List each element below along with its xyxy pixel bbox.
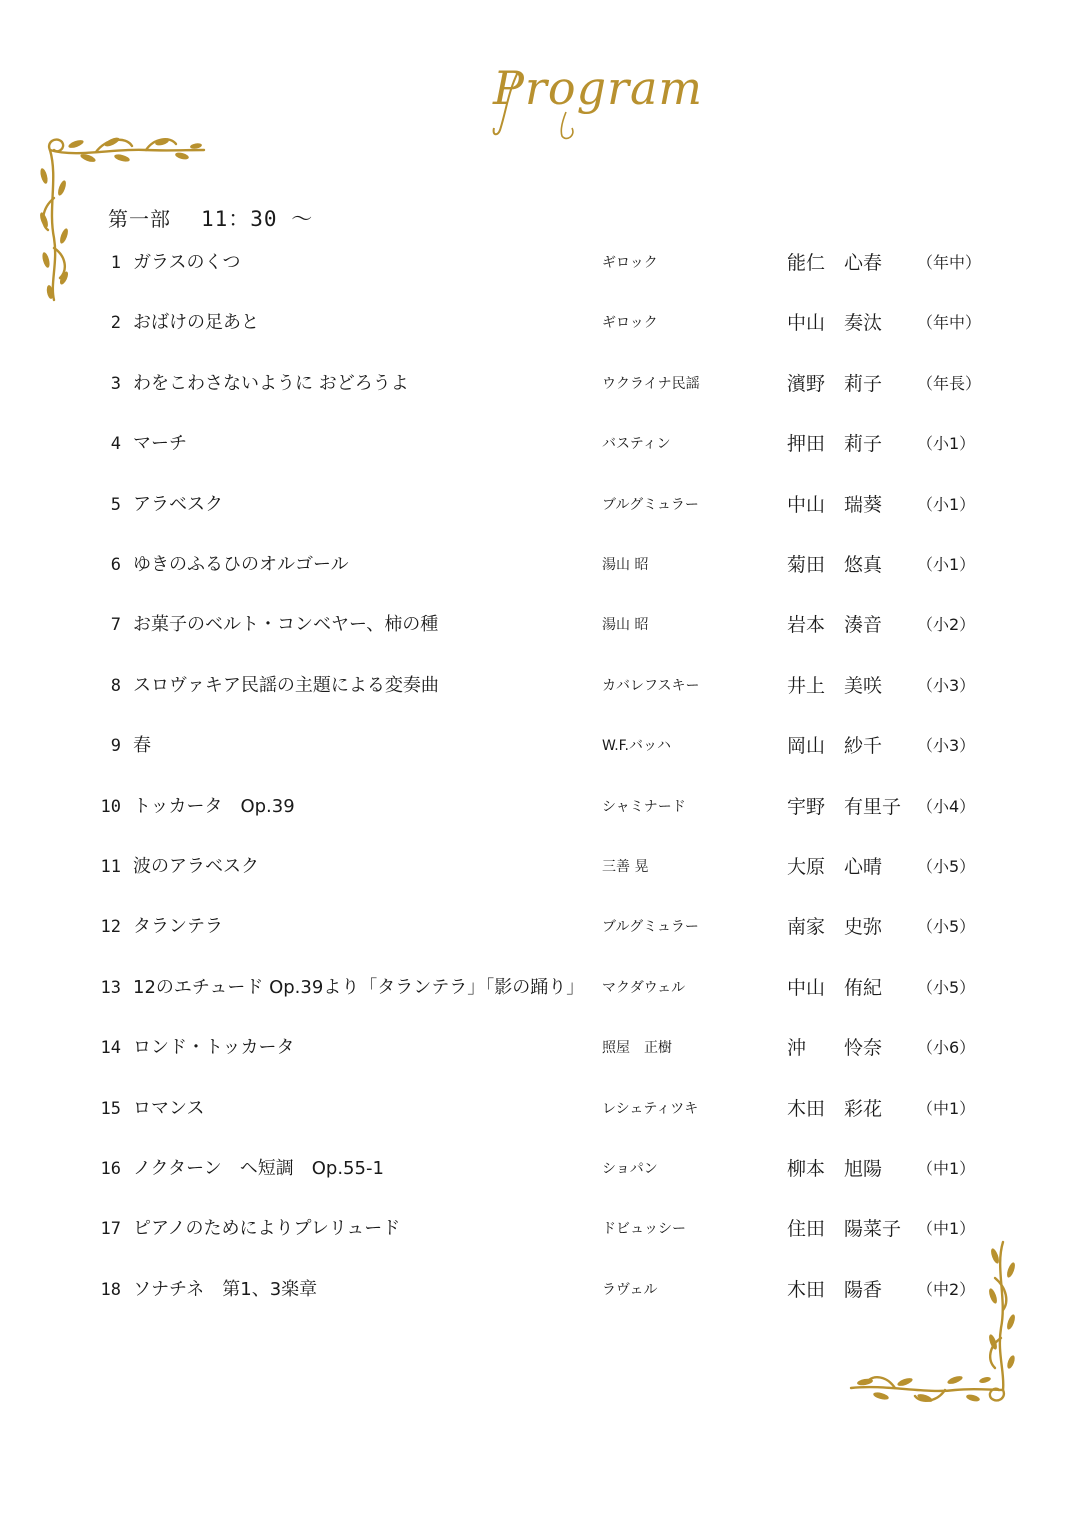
- program-number: 17: [100, 1219, 121, 1240]
- performer-name: 井上 美咲: [787, 674, 883, 697]
- performer-name: 岡山 紗千: [787, 735, 883, 758]
- composer-name: カバレフスキー: [602, 677, 700, 694]
- grade-label: （年長）: [917, 373, 982, 393]
- program-title-text: Program: [492, 61, 704, 115]
- program-row: [0, 490, 1075, 520]
- performer-name: 大原 心晴: [787, 856, 883, 878]
- program-number: 16: [100, 1159, 121, 1179]
- composer-name: バスティン: [602, 436, 671, 453]
- grade-label: （小5）: [917, 917, 976, 937]
- program-row: [0, 973, 1075, 1003]
- program-number: 18: [100, 1279, 121, 1300]
- piece-title: マーチ: [133, 433, 187, 455]
- grade-label: （中1）: [917, 1219, 976, 1239]
- performer-name: 南家 史弥: [787, 916, 883, 939]
- program-row: [0, 792, 1075, 822]
- piece-title: わをこわさないように おどろうよ: [133, 372, 409, 394]
- program-number: 10: [100, 796, 121, 817]
- program-row: [0, 308, 1075, 338]
- grade-label: （小1）: [917, 434, 976, 454]
- grade-label: （小1）: [917, 494, 976, 514]
- piece-title: ガラスのくつ: [133, 252, 241, 273]
- grade-label: （小1）: [917, 555, 976, 574]
- grade-label: （小4）: [917, 796, 976, 816]
- grade-label: （中1）: [917, 1159, 976, 1178]
- grade-label: （年中）: [917, 253, 982, 272]
- performer-name: 中山 瑞葵: [787, 493, 883, 516]
- program-number: 14: [100, 1038, 121, 1059]
- composer-name: ギロック: [602, 255, 658, 271]
- grade-label: （年中）: [917, 313, 982, 333]
- program-row: [0, 610, 1075, 640]
- piece-title: ピアノのためによりプレリュード: [133, 1218, 401, 1240]
- section-header: [108, 203, 313, 233]
- composer-name: 照屋 正樹: [602, 1040, 672, 1057]
- performer-name: 宇野 有里子: [787, 795, 902, 818]
- performer-name: 木田 陽香: [787, 1278, 883, 1301]
- composer-name: ショパン: [602, 1161, 658, 1177]
- piece-title: ゆきのふるひのオルゴール: [133, 554, 349, 575]
- program-number: 7: [110, 615, 121, 636]
- composer-name: ギロック: [602, 315, 658, 332]
- program-number: 3: [110, 373, 121, 394]
- piece-title: 12のエチュード Op.39より「タランテラ」「影の踊り」: [133, 976, 585, 998]
- grade-label: （小3）: [917, 675, 976, 695]
- performer-name: 木田 彩花: [787, 1097, 883, 1120]
- piece-title: スロヴァキア民謡の主題による変奏曲: [133, 674, 439, 696]
- composer-name: ブルグミュラー: [602, 496, 699, 513]
- performer-name: 住田 陽菜子: [787, 1218, 902, 1241]
- program-number: 15: [100, 1098, 121, 1119]
- performer-name: 押田 莉子: [787, 433, 883, 456]
- program-number: 8: [110, 675, 121, 696]
- program-row: [0, 852, 1075, 882]
- program-row: [0, 731, 1075, 761]
- piece-title: タランテラ: [133, 916, 223, 938]
- performer-name: 中山 奏汰: [787, 312, 883, 335]
- grade-label: （中2）: [917, 1279, 976, 1299]
- program-number: 2: [110, 313, 121, 334]
- composer-name: W.F.バッハ: [602, 738, 671, 755]
- composer-name: 湯山 昭: [602, 557, 649, 573]
- program-number: 6: [110, 555, 121, 575]
- performer-name: 岩本 湊音: [787, 614, 883, 637]
- piece-title: トッカータ Op.39: [133, 795, 295, 817]
- grade-label: （中1）: [917, 1098, 976, 1118]
- grade-label: （小5）: [917, 857, 976, 876]
- program-row: [0, 671, 1075, 701]
- composer-name: 三善 晃: [602, 859, 649, 875]
- program-row: [0, 550, 1075, 580]
- composer-name: ブルグミュラー: [602, 919, 699, 936]
- program-number: 11: [100, 857, 121, 877]
- grade-label: （小2）: [917, 615, 976, 635]
- program-row: [0, 912, 1075, 942]
- composer-name: ラヴェル: [602, 1281, 658, 1298]
- program-number: 4: [110, 434, 121, 455]
- piece-title: お菓子のベルト・コンベヤー、柿の種: [133, 614, 439, 636]
- grade-label: （小6）: [917, 1038, 976, 1058]
- piece-title: アラベスク: [133, 493, 223, 515]
- piece-title: ソナチネ 第1、3楽章: [133, 1278, 318, 1300]
- performer-name: 中山 侑紀: [787, 976, 883, 999]
- composer-name: ドビュッシー: [602, 1221, 686, 1238]
- grade-label: （小5）: [917, 977, 976, 997]
- program-row: [0, 429, 1075, 459]
- program-number: 13: [100, 977, 121, 998]
- performer-name: 柳本 旭陽: [787, 1158, 883, 1180]
- program-row: [0, 248, 1075, 278]
- program-row: [0, 1094, 1075, 1124]
- performer-name: 沖 怜奈: [787, 1037, 883, 1060]
- piece-title: おばけの足あと: [133, 312, 259, 334]
- composer-name: マクダウェル: [602, 979, 686, 996]
- grade-label: （小3）: [917, 736, 976, 756]
- composer-name: レシェティツキ: [602, 1100, 699, 1117]
- floral-corner-ornament-icon: [845, 1238, 1020, 1413]
- composer-name: ウクライナ民謡: [602, 375, 700, 392]
- piece-title: ロンド・トッカータ: [133, 1037, 295, 1059]
- composer-name: シャミナード: [602, 798, 686, 815]
- performer-name: 菊田 悠真: [787, 554, 883, 576]
- piece-title: ノクターン ヘ短調 Op.55-1: [133, 1158, 384, 1179]
- piece-title: 春: [133, 735, 151, 757]
- performer-name: 濱野 莉子: [787, 372, 883, 395]
- piece-title: ロマンス: [133, 1097, 205, 1119]
- program-row: [0, 369, 1075, 399]
- section-name: 第一部: [108, 207, 171, 231]
- program-row: [0, 1033, 1075, 1063]
- program-number: 12: [100, 917, 121, 938]
- program-row: [0, 1154, 1075, 1184]
- program-title: [478, 52, 718, 142]
- section-time: 11：30 〜: [201, 207, 314, 231]
- composer-name: 湯山 昭: [602, 617, 649, 634]
- performer-name: 能仁 心春: [787, 252, 883, 274]
- program-number: 5: [110, 494, 121, 515]
- program-number: 1: [110, 253, 121, 273]
- program-number: 9: [110, 736, 121, 757]
- piece-title: 波のアラベスク: [133, 856, 259, 877]
